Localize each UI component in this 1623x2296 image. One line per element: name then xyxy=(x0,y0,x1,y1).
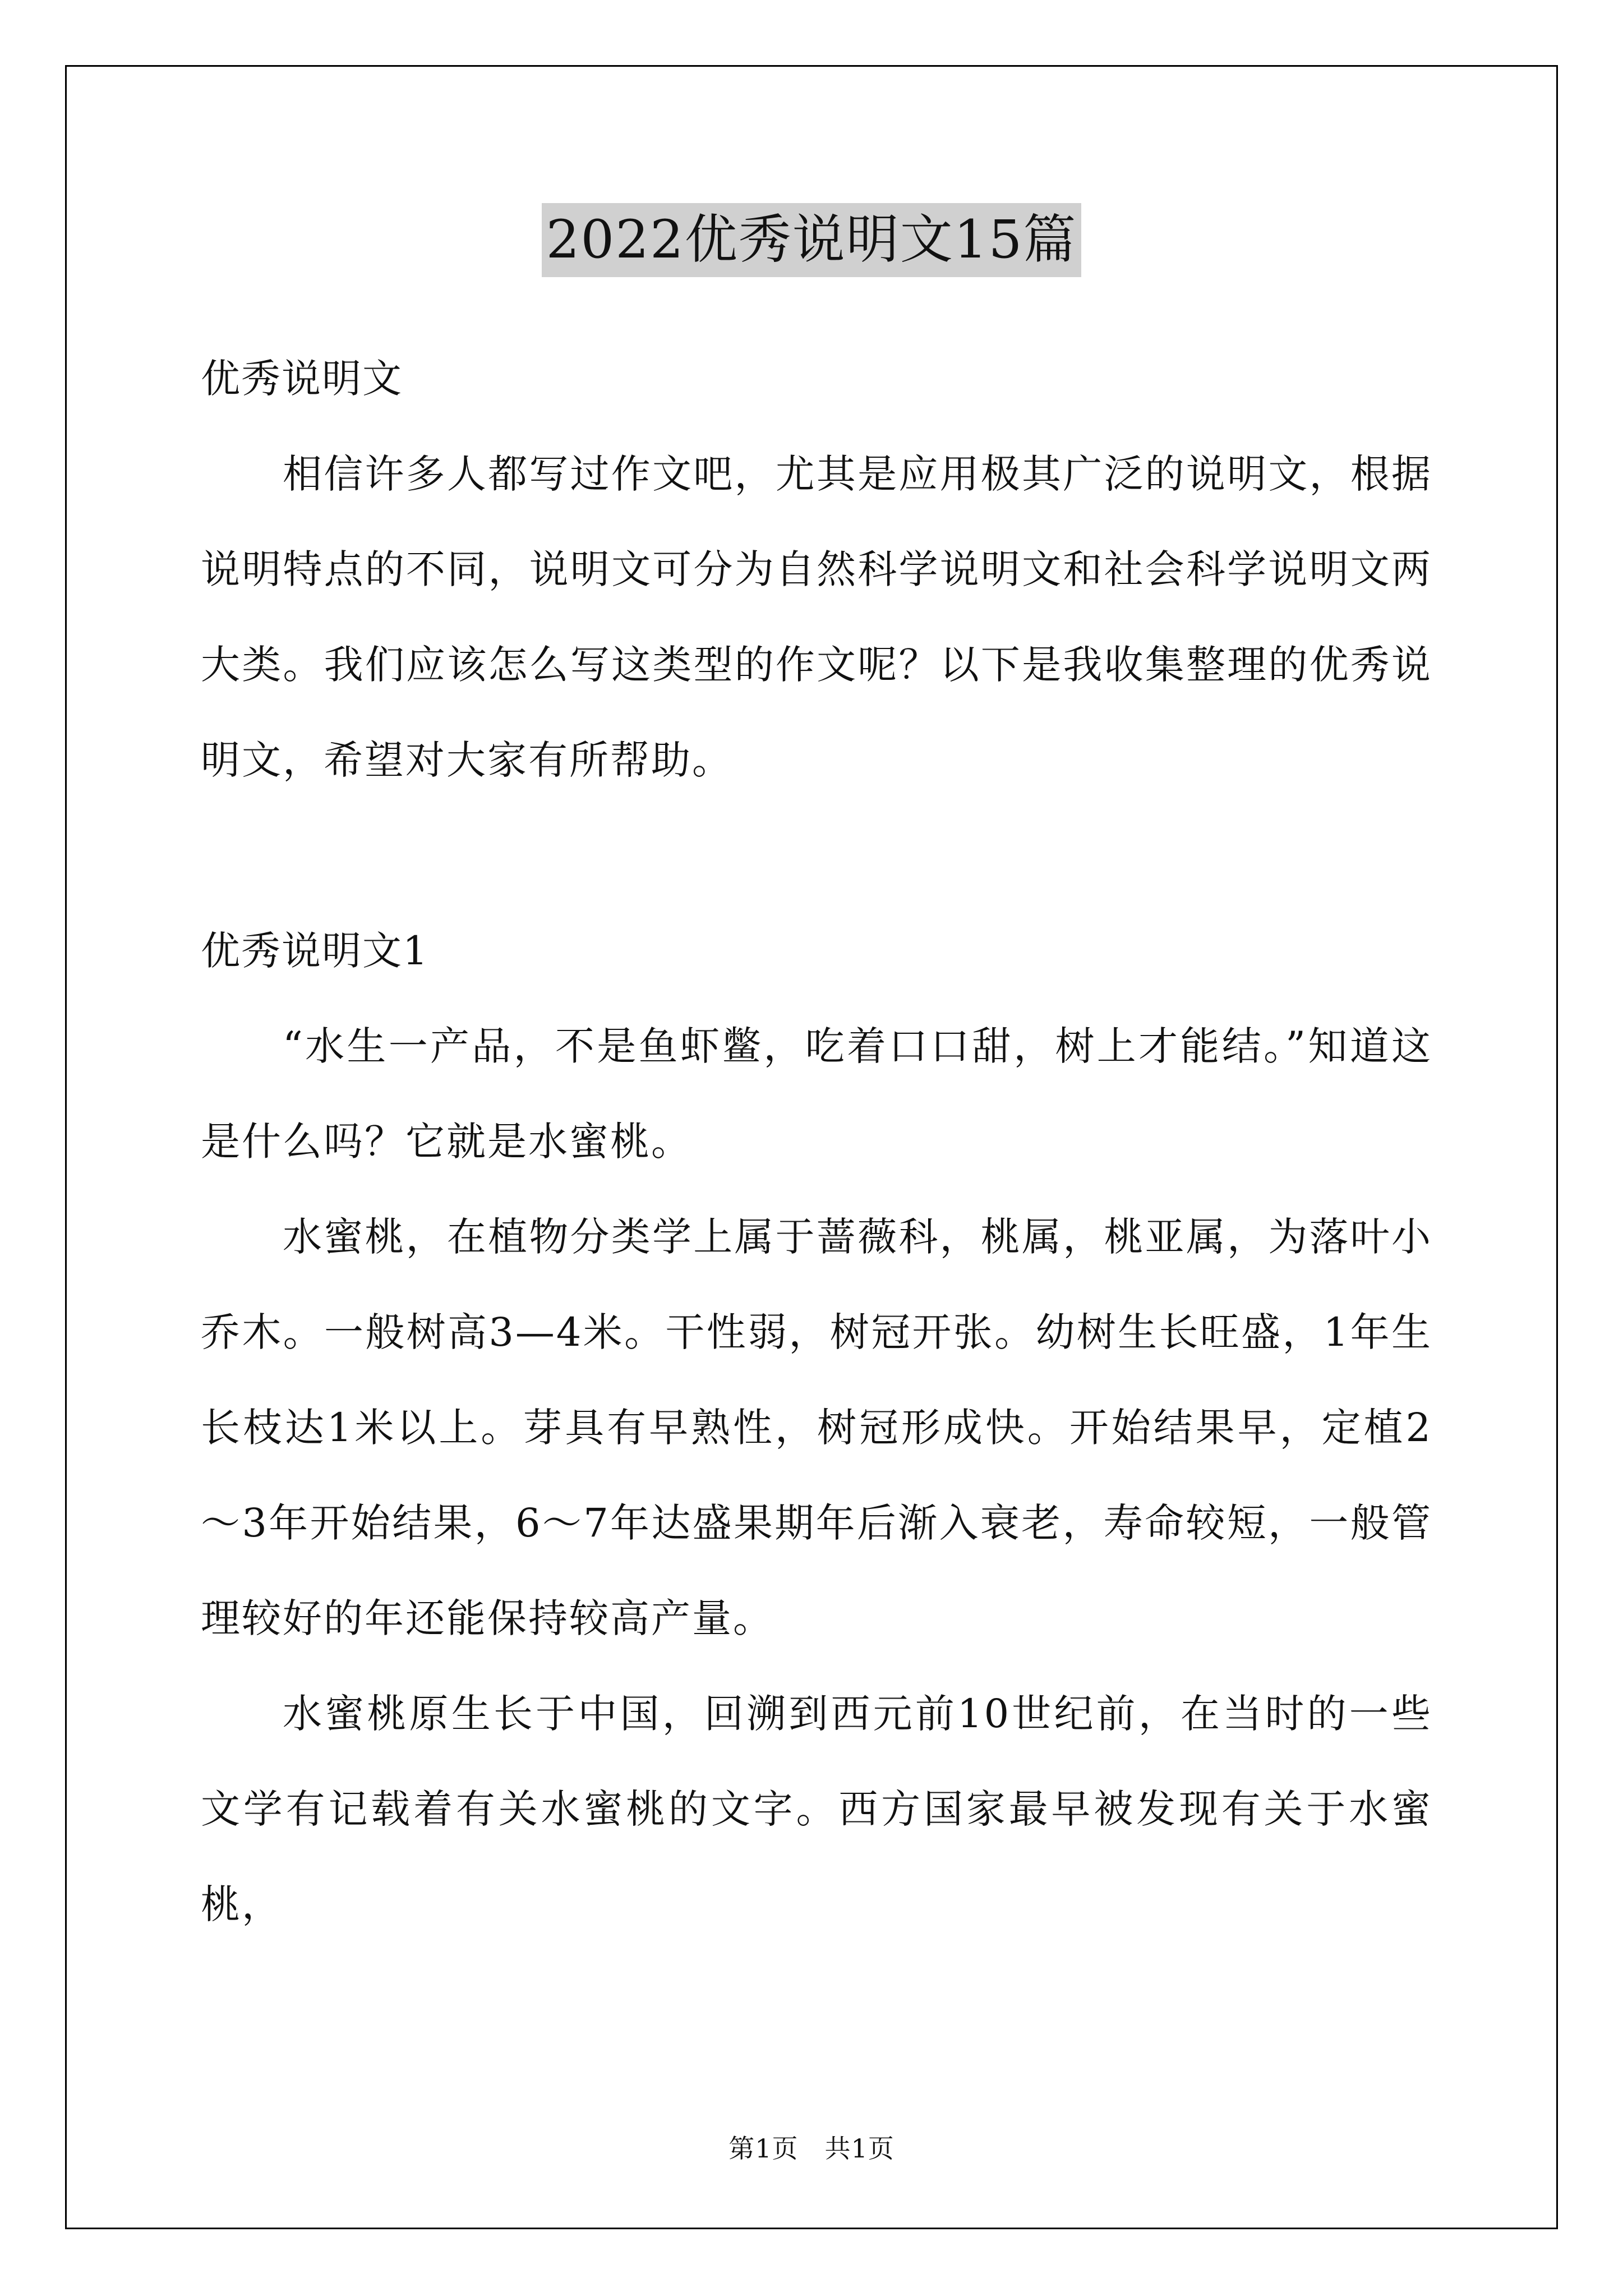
body-paragraph-1: “水生一产品，不是鱼虾鳖，吃着口口甜，树上才能结。”知道这是什么吗？它就是水蜜桃。 xyxy=(201,1023,1432,1165)
document-body xyxy=(201,331,1432,1952)
body-paragraph-3: 水蜜桃原生长于中国，回溯到西元前10世纪前，在当时的一些文学有记载着有关水蜜桃的文字。西方国家最早被发现有关于水蜜桃， xyxy=(201,1691,1432,1927)
document-title: 2022优秀说明文15篇 xyxy=(542,203,1082,277)
section-heading: 优秀说明文1 xyxy=(201,928,429,974)
intro-paragraph: 相信许多人都写过作文吧，尤其是应用极其广泛的说明文，根据说明特点的不同，说明文可分为自然科学说明文和社会科学说明文两大类。我们应该怎么写这类型的作文呢？以下是我收集整理的优秀说明文，希望对大家有所帮助。 xyxy=(201,451,1432,783)
section-spacer xyxy=(201,808,1432,903)
intro-heading: 优秀说明文 xyxy=(201,356,403,402)
page-footer: 第1页 共1页 xyxy=(728,2133,895,2164)
body-paragraph-2: 水蜜桃，在植物分类学上属于蔷薇科，桃属，桃亚属，为落叶小乔木。一般树高3—4米。干性弱，树冠开张。幼树生长旺盛，1年生长枝达1米以上。芽具有早熟性，树冠形成快。开始结果早，定植2～3年开始结果，6～7年达盛果期年后渐入衰老，寿命较短，一般管理较好的年还能保持较高产量。 xyxy=(201,1214,1432,1641)
title-container xyxy=(0,203,1623,277)
